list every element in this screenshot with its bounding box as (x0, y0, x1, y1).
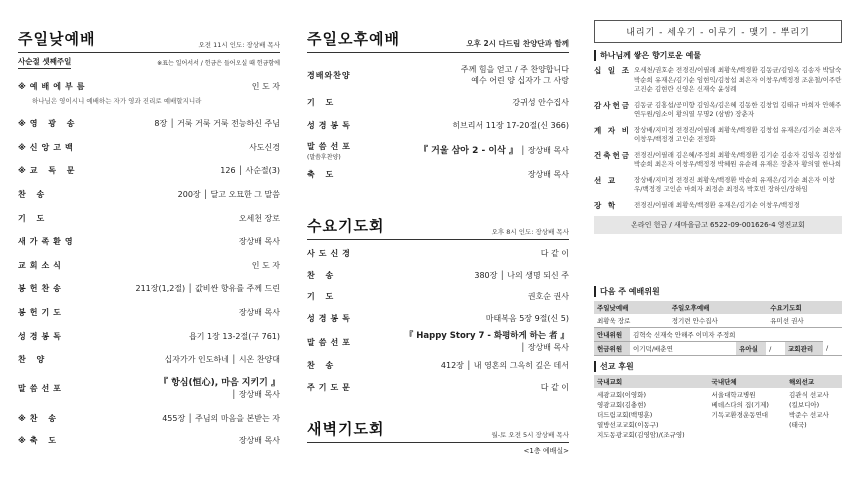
afternoon-title: 주일오후예배 (307, 30, 400, 48)
order-row (307, 377, 569, 399)
row-value: 마태복음 5장 9절(신 5) (485, 313, 569, 323)
duty-col-3: 수요기도회 (770, 304, 802, 312)
morning-title: 주일낮예배 (18, 30, 96, 48)
dawn-title: 새벽기도회 (307, 420, 385, 438)
row-value: 오세천 장로 (238, 213, 280, 223)
row-value: 412장 │ 내 영혼의 그윽히 깊은 데서 (440, 361, 569, 371)
order-row (18, 277, 280, 301)
order-row (307, 91, 569, 114)
offering-label: 계 자 비 (594, 125, 631, 135)
morning-tag: 사순절 셋째주일 (18, 56, 71, 69)
row-label: 기 도 (307, 292, 338, 302)
row-value: 장상배 목사 (238, 436, 280, 446)
row-value: 다 같 이 (540, 249, 569, 259)
row-label: 기 도 (307, 98, 338, 107)
duty-leader-1: 최황욱 장로 (594, 314, 669, 328)
row-label: 찬 양 (18, 355, 49, 365)
row-value: 200장 │ 달고 오묘한 그 말씀 (177, 190, 280, 200)
sermon-preacher: │ 장상배 목사 (520, 343, 569, 352)
row-value: 장상배 목사 (238, 237, 280, 247)
row-label: ※축 도 (18, 436, 61, 446)
info-column (594, 0, 842, 481)
mission-col-3: 해외선교 (789, 378, 815, 386)
order-row (18, 301, 280, 325)
offering-names: 장상배/지미정 전경진/이필래 최황욱/백경환 김창섭 유재은/김기순 최은자 이창우/백정경 고인순 전정화 (634, 125, 842, 143)
row-label: 기 도 (18, 213, 49, 223)
mission-item: 김관식 선교사 (789, 391, 829, 399)
offering-label: 건축헌금 (594, 150, 631, 160)
row-value: 권호순 권사 (527, 292, 569, 302)
morning-service (18, 0, 280, 481)
order-row (18, 112, 280, 136)
offering-names: 오세천/권호순 전경진/이필래 최황욱/백경환 김동균/김임옥 김송자 박달숙 박순희 유재은/김기순 임현익/김창섭 최은자 이창우/백정경 조운철/이주란 고진순 김현란 신영은 신재숙 윤성례 (634, 66, 842, 93)
dawn-header (307, 418, 569, 443)
duty-heading: 다음 주 예배위원 (594, 286, 842, 297)
mission-item: 더드림교회(백명훈) (597, 411, 653, 419)
morning-notice: ※표는 일어서서 / 헌금은 들어오실 때 헌금함에 (157, 60, 280, 67)
row-label: 찬 송 (18, 190, 49, 200)
mission-col-2: 국내단체 (711, 378, 737, 386)
offering-label: 감사헌금 (594, 100, 631, 110)
mission-item: 베데스다의 집(기제) (711, 401, 769, 409)
mission-item: 박준수 선교사 (789, 411, 829, 419)
nursery-value: / (766, 342, 785, 356)
row-value: 강귀성 안수집사 (512, 98, 569, 107)
order-row (18, 324, 280, 348)
duty-col-2: 주일오후예배 (671, 304, 710, 312)
mission-item: 열방선교교회(이동구) (597, 421, 659, 429)
row-label: 말씀선포 (18, 384, 65, 394)
order-row (307, 355, 569, 377)
order-row (18, 348, 280, 372)
praise-row (307, 63, 569, 87)
order-row (18, 230, 280, 254)
motto-banner: 내리기 - 세우기 - 이루기 - 맺기 - 뿌리기 (594, 20, 842, 43)
row-value: 장상배 목사 (527, 169, 569, 179)
row-label: 봉헌찬송 (18, 284, 65, 294)
sermon-sub: (말씀후찬양) (307, 154, 341, 161)
afternoon-meta: 오후 2시 다드림 찬양단과 함께 (466, 39, 569, 48)
afternoon-column (307, 0, 569, 481)
offering-label: 선 교 (594, 175, 618, 185)
mission-table (594, 375, 842, 442)
row-label: ※예배에부름 (18, 82, 89, 91)
order-row (18, 408, 280, 430)
offering-row (594, 126, 842, 145)
call-to-worship (18, 81, 280, 92)
afternoon-benediction (307, 163, 569, 185)
order-row (307, 286, 569, 308)
mission-item: (태국) (789, 421, 807, 429)
row-value: 주께 힘을 얻고 / 주 찬양합니다 예수 어린 양 십자가 그 사랑 (460, 65, 569, 85)
sermon-title: 『 Happy Story 7 - 화평하게 하는 者 』 (404, 331, 569, 341)
row-label: 말씀선포 (307, 142, 354, 151)
row-value: 455장 │ 주님의 마음을 본받는 자 (162, 414, 280, 424)
row-value: 십자가가 인도하네 │ 시온 찬양대 (164, 355, 280, 365)
row-label: 봉헌기도 (18, 308, 65, 318)
mission-item: 세광교회(이영화) (597, 391, 647, 399)
row-label: 성경봉독 (307, 121, 354, 130)
dawn-meta: 월-토 오전 5시 장상배 목사 (491, 431, 569, 439)
afternoon-header (307, 28, 569, 53)
row-value: 장상배 목사 (238, 308, 280, 318)
wednesday-sermon (307, 329, 569, 355)
row-value: 8장 │ 거룩 거룩 거룩 전능하신 주님 (154, 119, 280, 129)
offering-label: 십 일 조 (594, 66, 631, 75)
mission-item: 기독교환경운동연대 (711, 411, 769, 419)
morning-meta: 오전 11시 인도: 장상배 목사 (198, 41, 280, 49)
order-row (18, 254, 280, 278)
mission-heading: 선교 후원 (594, 361, 842, 372)
call-note: 하나님은 영이시니 예배하는 자가 영과 진리로 예배할지니라 (32, 97, 202, 105)
duty-col-1: 주일낮예배 (597, 304, 629, 312)
duty-table-2 (594, 328, 842, 356)
afternoon-sermon (307, 139, 569, 163)
row-value: 욥기 1장 13-2절(구 761) (188, 331, 280, 341)
order-row (307, 308, 569, 330)
row-label: 사도신경 (307, 249, 354, 259)
row-label: 새가족환영 (18, 237, 77, 247)
order-row (18, 430, 280, 452)
order-row (307, 243, 569, 265)
offering-names: 김동균 김홍섭/공미향 김임옥/김은혜 김동한 김창업 김태규 마희자 안해주 연두원/임소이 황의열 무명2 (삼밤) 장춘자 (634, 100, 842, 118)
order-row (18, 183, 280, 207)
row-value: 히브리서 11장 17-20절(신 366) (452, 121, 569, 130)
manage-value: / (823, 342, 842, 356)
row-label: 성경봉독 (18, 331, 65, 341)
online-account: 온라인 헌금 / 새마을금고 6522-09-001626-4 영진교회 (594, 216, 842, 234)
wednesday-title: 수요기도회 (307, 217, 385, 235)
row-label: ※찬 송 (18, 414, 61, 424)
sermon-preacher: │ 장상배 목사 (520, 146, 569, 155)
offer-label: 헌금위원 (594, 342, 630, 356)
nursery-label: 유아실 (736, 342, 766, 356)
wednesday-header (307, 215, 569, 240)
row-label: 찬 송 (307, 270, 338, 280)
row-label: 교회소식 (18, 260, 65, 270)
mission-item: (킬보디아) (789, 401, 820, 409)
row-label: ※영 광 송 (18, 119, 79, 129)
order-row (307, 265, 569, 287)
dawn-sub: <1층 예배실> (523, 447, 569, 455)
row-value: 126 │ 사순절(3) (220, 166, 280, 176)
manage-label: 교회관리 (785, 342, 823, 356)
mission-item: 서울대학교병원 (711, 391, 756, 399)
row-label: 주기도문 (307, 382, 354, 392)
wednesday-meta: 오후 8시 인도: 장상배 목사 (491, 228, 569, 236)
row-label: 성경봉독 (307, 313, 354, 323)
offering-row (594, 201, 842, 211)
order-row (18, 159, 280, 183)
row-label: 찬 송 (307, 361, 338, 371)
row-label: ※신앙고백 (18, 142, 77, 152)
offering-names: 전경진/이필래 김은혜/주정희 최황욱/백경환 김기순 김송자 김임옥 김창섭 박순희 최은자 이창우/백정경 박혜원 유순례 유재은 장춘자 황의열 한나희 (634, 150, 842, 168)
row-value: 380장 │ 나의 생명 되신 주 (474, 270, 569, 280)
duty-leader-3: 유미선 권사 (767, 314, 842, 328)
mission-item: 지도동광교회(김영암)/(조규영) (597, 431, 685, 439)
usher-value: 김혁숙 신재숙 안해주 이미자 주정희 (630, 328, 823, 342)
order-row (307, 114, 569, 137)
duty-table (594, 301, 842, 328)
row-value: 다 같 이 (540, 382, 569, 392)
offering-label: 장 학 (594, 200, 618, 210)
order-row (18, 136, 280, 160)
duty-leader-2: 정기련 안수집사 (669, 314, 768, 328)
offering-heading: 하나님께 쌓은 향기로운 예물 (594, 50, 842, 61)
sermon-title: 『 항심(恒心), 마음 지키기 』 (158, 377, 280, 388)
offer-value: 이기덕/배춘연 (630, 342, 736, 356)
offering-row (594, 101, 842, 120)
order-row (18, 206, 280, 230)
offering-row (594, 151, 842, 170)
usher-label: 안내위원 (594, 328, 630, 342)
mission-col-1: 국내교회 (597, 378, 623, 386)
row-value: 사도신경 (249, 142, 280, 152)
mission-item: 영광교회(김충현) (597, 401, 647, 409)
row-value: 인 도 자 (251, 82, 280, 91)
row-label: 말씀선포 (307, 337, 354, 347)
row-label: 축 도 (307, 169, 338, 179)
morning-sermon (18, 376, 280, 402)
sermon-title: 『 거울 삼아 2 - 이삭 』 (418, 146, 518, 156)
row-label: ※교 독 문 (18, 166, 79, 176)
offering-names: 전경진/이필래 최황욱/백경환 유재은/김기순 이창우/백정경 (634, 200, 800, 209)
offering-row (594, 176, 842, 195)
row-value: 211장(1,2절) │ 값비싼 향유를 주께 드린 (135, 284, 280, 294)
offering-row (594, 66, 842, 95)
row-label: 경배와찬양 (307, 70, 351, 80)
morning-header (18, 28, 280, 53)
offering-names: 장상배/지미정 전경진 최황욱/백경환 박순희 유재은/김기순 최은자 이창우/백정경 고인순 마희자 최정순 최정옥 박호빈 장하인/장하임 (634, 175, 836, 193)
row-value: 인 도 자 (251, 260, 280, 270)
sermon-preacher: │ 장상배 목사 (231, 389, 280, 399)
